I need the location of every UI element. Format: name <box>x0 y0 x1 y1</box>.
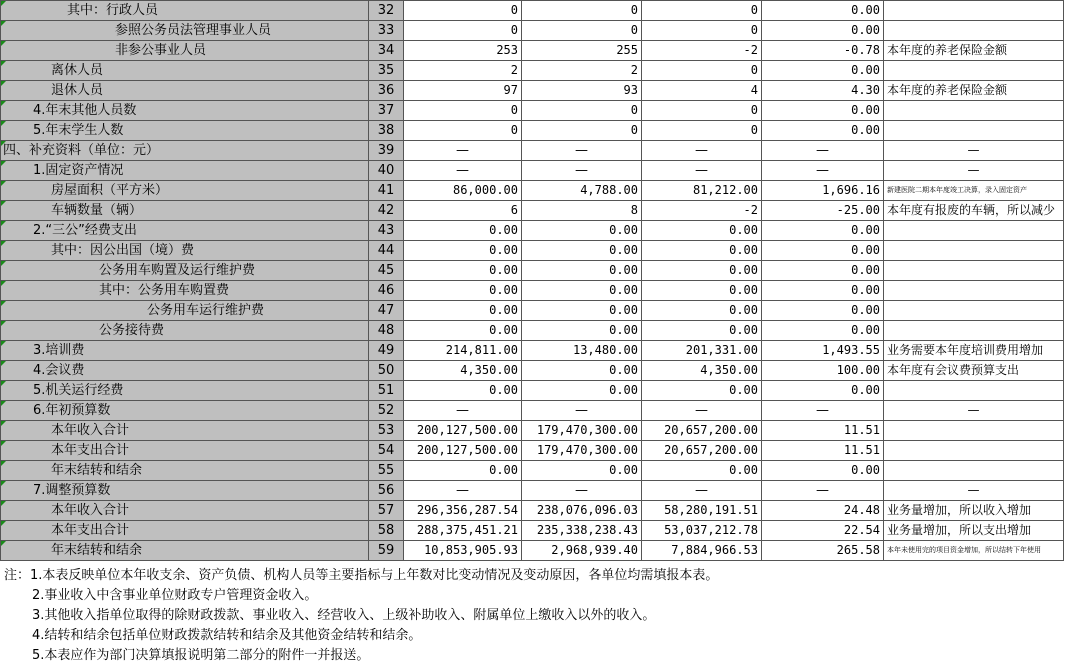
value-cell-this-year[interactable]: 296,356,287.54 <box>404 501 522 521</box>
value-cell-change[interactable]: 81,212.00 <box>642 181 762 201</box>
row-number-cell[interactable]: 49 <box>369 341 404 361</box>
row-label-cell[interactable]: 本年收入合计 <box>1 501 369 521</box>
footnote-line: 2.事业收入中含事业单位财政专户管理资金收入。 <box>32 588 318 603</box>
table-row <box>1 501 1064 521</box>
reason-note-cell[interactable] <box>884 61 1064 81</box>
row-label-cell[interactable]: 其中：行政人员 <box>1 1 369 21</box>
row-label-cell[interactable]: 四、补充资料（单位：元） <box>1 141 369 161</box>
value-cell-this-year[interactable]: 0 <box>404 101 522 121</box>
value-cell-change[interactable]: 58,280,191.51 <box>642 501 762 521</box>
value-cell-this-year[interactable]: 86,000.00 <box>404 181 522 201</box>
value-cell-last-year[interactable]: 255 <box>522 41 642 61</box>
table-row <box>1 481 1064 501</box>
table-row <box>1 381 1064 401</box>
value-cell-this-year[interactable]: 0 <box>404 121 522 141</box>
table-row <box>1 181 1064 201</box>
row-number-cell[interactable]: 48 <box>369 321 404 341</box>
value-cell-this-year[interactable]: 0.00 <box>404 381 522 401</box>
value-cell-change[interactable]: 0.00 <box>642 221 762 241</box>
value-cell-last-year[interactable]: 0 <box>522 101 642 121</box>
value-cell-last-year[interactable]: 0 <box>522 1 642 21</box>
value-cell-change[interactable]: 0.00 <box>642 241 762 261</box>
reason-note-cell[interactable] <box>884 121 1064 141</box>
row-label-cell[interactable]: 离休人员 <box>1 61 369 81</box>
reason-note-cell[interactable]: — <box>884 401 1064 421</box>
value-cell-last-year[interactable]: 0.00 <box>522 381 642 401</box>
value-cell-this-year[interactable]: 97 <box>404 81 522 101</box>
table-row <box>1 321 1064 341</box>
value-cell-last-year[interactable]: 0 <box>522 21 642 41</box>
row-number-cell[interactable]: 37 <box>369 101 404 121</box>
value-cell-last-year[interactable]: 0.00 <box>522 301 642 321</box>
reason-note-cell[interactable]: 业务量增加，所以支出增加 <box>884 521 1064 541</box>
value-cell-change[interactable]: 0 <box>642 121 762 141</box>
row-label-cell[interactable]: 5.年末学生人数 <box>1 121 369 141</box>
row-number-cell[interactable]: 32 <box>369 1 404 21</box>
row-label-cell[interactable]: 1.固定资产情况 <box>1 161 369 181</box>
row-label-cell[interactable]: 其中：因公出国（境）费 <box>1 241 369 261</box>
value-cell-this-year[interactable]: 0 <box>404 21 522 41</box>
row-number-cell[interactable]: 47 <box>369 301 404 321</box>
reason-note-cell[interactable] <box>884 281 1064 301</box>
row-number-cell[interactable]: 42 <box>369 201 404 221</box>
reason-note-cell[interactable] <box>884 101 1064 121</box>
value-cell-this-year[interactable]: 10,853,905.93 <box>404 541 522 561</box>
value-cell-change[interactable]: 53,037,212.78 <box>642 521 762 541</box>
value-cell-last-year[interactable]: 238,076,096.03 <box>522 501 642 521</box>
reason-note-cell[interactable] <box>884 381 1064 401</box>
value-cell-change[interactable]: — <box>642 481 762 501</box>
value-cell-change-rate[interactable]: 0.00 <box>762 321 884 341</box>
row-label-cell[interactable]: 参照公务员法管理事业人员 <box>1 21 369 41</box>
value-cell-change[interactable]: 0.00 <box>642 381 762 401</box>
reason-note-cell[interactable]: 业务量增加，所以收入增加 <box>884 501 1064 521</box>
row-number-cell[interactable]: 56 <box>369 481 404 501</box>
value-cell-change-rate[interactable]: 11.51 <box>762 421 884 441</box>
table-row <box>1 401 1064 421</box>
footnote-line: 注：1.本表反映单位本年收支余、资产负债、机构人员等主要指标与上年数对比变动情况及变动原因，各单位均需填报本表。 <box>4 568 719 583</box>
value-cell-change[interactable]: 0.00 <box>642 301 762 321</box>
value-cell-change[interactable]: — <box>642 401 762 421</box>
value-cell-last-year[interactable]: 0.00 <box>522 461 642 481</box>
value-cell-change[interactable]: 20,657,200.00 <box>642 421 762 441</box>
row-number-cell[interactable]: 39 <box>369 141 404 161</box>
value-cell-this-year[interactable]: 0.00 <box>404 281 522 301</box>
table-row <box>1 41 1064 61</box>
value-cell-this-year[interactable]: 214,811.00 <box>404 341 522 361</box>
value-cell-last-year[interactable]: 2 <box>522 61 642 81</box>
value-cell-change[interactable]: 201,331.00 <box>642 341 762 361</box>
reason-note-cell[interactable] <box>884 461 1064 481</box>
value-cell-change-rate[interactable]: 0.00 <box>762 21 884 41</box>
value-cell-last-year[interactable]: — <box>522 401 642 421</box>
table-row <box>1 301 1064 321</box>
value-cell-change-rate[interactable]: 0.00 <box>762 221 884 241</box>
value-cell-this-year[interactable]: 200,127,500.00 <box>404 441 522 461</box>
value-cell-change[interactable]: 4 <box>642 81 762 101</box>
table-row <box>1 441 1064 461</box>
value-cell-change-rate[interactable]: 0.00 <box>762 121 884 141</box>
value-cell-last-year[interactable]: 0.00 <box>522 221 642 241</box>
row-number-cell[interactable]: 50 <box>369 361 404 381</box>
row-label-cell[interactable]: 本年收入合计 <box>1 421 369 441</box>
value-cell-change-rate[interactable]: -25.00 <box>762 201 884 221</box>
value-cell-change-rate[interactable]: 0.00 <box>762 1 884 21</box>
value-cell-change[interactable]: 7,884,966.53 <box>642 541 762 561</box>
row-label-cell[interactable]: 本年支出合计 <box>1 521 369 541</box>
value-cell-change-rate[interactable]: 0.00 <box>762 101 884 121</box>
row-number-cell[interactable]: 38 <box>369 121 404 141</box>
row-label-cell[interactable]: 非参公事业人员 <box>1 41 369 61</box>
value-cell-change-rate[interactable]: 1,493.55 <box>762 341 884 361</box>
row-label-cell[interactable]: 2.“三公”经费支出 <box>1 221 369 241</box>
row-number-cell[interactable]: 44 <box>369 241 404 261</box>
value-cell-this-year[interactable]: 288,375,451.21 <box>404 521 522 541</box>
reason-note-cell[interactable]: 新建医院二期本年度竣工决算，录入固定资产 <box>884 181 1064 201</box>
table-row <box>1 261 1064 281</box>
row-number-cell[interactable]: 33 <box>369 21 404 41</box>
value-cell-this-year[interactable]: — <box>404 141 522 161</box>
table-row <box>1 81 1064 101</box>
value-cell-last-year[interactable]: — <box>522 481 642 501</box>
table-row <box>1 1 1064 21</box>
table-row <box>1 541 1064 561</box>
reason-note-cell[interactable]: 本年未使用完的项目资金增加，所以结转下年使用 <box>884 541 1064 561</box>
table-row <box>1 461 1064 481</box>
row-label-cell[interactable]: 车辆数量（辆） <box>1 201 369 221</box>
row-label-cell[interactable]: 7.调整预算数 <box>1 481 369 501</box>
row-label-cell[interactable]: 3.培训费 <box>1 341 369 361</box>
value-cell-change-rate[interactable]: 100.00 <box>762 361 884 381</box>
table-row <box>1 121 1064 141</box>
row-number-cell[interactable]: 53 <box>369 421 404 441</box>
table-row <box>1 201 1064 221</box>
value-cell-this-year[interactable]: 4,350.00 <box>404 361 522 381</box>
value-cell-change[interactable]: — <box>642 141 762 161</box>
value-cell-last-year[interactable]: 179,470,300.00 <box>522 441 642 461</box>
value-cell-change-rate[interactable]: -0.78 <box>762 41 884 61</box>
row-label-cell[interactable]: 4.年末其他人员数 <box>1 101 369 121</box>
value-cell-change[interactable]: -2 <box>642 201 762 221</box>
value-cell-change-rate[interactable]: 0.00 <box>762 61 884 81</box>
value-cell-change[interactable]: 0 <box>642 61 762 81</box>
reason-note-cell[interactable] <box>884 421 1064 441</box>
row-number-cell[interactable]: 43 <box>369 221 404 241</box>
reason-note-cell[interactable]: 本年度有报废的车辆，所以减少 <box>884 201 1064 221</box>
table-row <box>1 241 1064 261</box>
value-cell-change-rate[interactable]: — <box>762 401 884 421</box>
value-cell-change[interactable]: 0.00 <box>642 281 762 301</box>
value-cell-last-year[interactable]: 0.00 <box>522 241 642 261</box>
table-row <box>1 21 1064 41</box>
value-cell-last-year[interactable]: 0.00 <box>522 261 642 281</box>
reason-note-cell[interactable] <box>884 221 1064 241</box>
value-cell-change-rate[interactable]: 0.00 <box>762 241 884 261</box>
value-cell-change-rate[interactable]: 0.00 <box>762 461 884 481</box>
value-cell-last-year[interactable]: 179,470,300.00 <box>522 421 642 441</box>
row-label-cell[interactable]: 公务用车购置及运行维护费 <box>1 261 369 281</box>
value-cell-change-rate[interactable]: 1,696.16 <box>762 181 884 201</box>
value-cell-last-year[interactable]: 93 <box>522 81 642 101</box>
value-cell-this-year[interactable]: — <box>404 161 522 181</box>
value-cell-change[interactable]: 0 <box>642 1 762 21</box>
table-row <box>1 221 1064 241</box>
table-row <box>1 361 1064 381</box>
table-row <box>1 341 1064 361</box>
row-number-cell[interactable]: 54 <box>369 441 404 461</box>
table-row <box>1 61 1064 81</box>
row-label-cell[interactable]: 退休人员 <box>1 81 369 101</box>
row-label-cell[interactable]: 公务用车运行维护费 <box>1 301 369 321</box>
row-number-cell[interactable]: 52 <box>369 401 404 421</box>
value-cell-change-rate[interactable]: — <box>762 141 884 161</box>
table-row <box>1 521 1064 541</box>
value-cell-last-year[interactable]: — <box>522 161 642 181</box>
value-cell-this-year[interactable]: 0.00 <box>404 241 522 261</box>
value-cell-change[interactable]: 0.00 <box>642 461 762 481</box>
row-number-cell[interactable]: 36 <box>369 81 404 101</box>
value-cell-last-year[interactable]: — <box>522 141 642 161</box>
row-number-cell[interactable]: 58 <box>369 521 404 541</box>
reason-note-cell[interactable] <box>884 21 1064 41</box>
row-number-cell[interactable]: 59 <box>369 541 404 561</box>
row-number-cell[interactable]: 40 <box>369 161 404 181</box>
value-cell-last-year[interactable]: 0.00 <box>522 321 642 341</box>
row-label-cell[interactable]: 其中：公务用车购置费 <box>1 281 369 301</box>
row-label-cell[interactable]: 年末结转和结余 <box>1 461 369 481</box>
reason-note-cell[interactable] <box>884 321 1064 341</box>
value-cell-this-year[interactable]: 0.00 <box>404 461 522 481</box>
footnotes <box>0 566 1063 666</box>
value-cell-last-year[interactable]: 0 <box>522 121 642 141</box>
value-cell-change-rate[interactable]: 0.00 <box>762 301 884 321</box>
row-label-cell[interactable]: 6.年初预算数 <box>1 401 369 421</box>
value-cell-last-year[interactable]: 0.00 <box>522 281 642 301</box>
row-number-cell[interactable]: 55 <box>369 461 404 481</box>
value-cell-change[interactable]: 20,657,200.00 <box>642 441 762 461</box>
table-row <box>1 281 1064 301</box>
footnote-line: 4.结转和结余包括单位财政拨款结转和结余及其他资金结转和结余。 <box>32 628 422 643</box>
reason-note-cell[interactable]: 业务需要本年度培训费用增加 <box>884 341 1064 361</box>
table-row <box>1 141 1064 161</box>
value-cell-change-rate[interactable]: — <box>762 481 884 501</box>
table-row <box>1 101 1064 121</box>
footnote-line: 5.本表应作为部门决算填报说明第二部分的附件一并报送。 <box>32 648 370 663</box>
value-cell-last-year[interactable]: 235,338,238.43 <box>522 521 642 541</box>
value-cell-last-year[interactable]: 0.00 <box>522 361 642 381</box>
row-number-cell[interactable]: 57 <box>369 501 404 521</box>
reason-note-cell[interactable]: — <box>884 481 1064 501</box>
value-cell-change[interactable]: 0.00 <box>642 261 762 281</box>
row-number-cell[interactable]: 51 <box>369 381 404 401</box>
reason-note-cell[interactable]: 本年度的养老保险金额 <box>884 81 1064 101</box>
value-cell-last-year[interactable]: 13,480.00 <box>522 341 642 361</box>
table-row <box>1 161 1064 181</box>
footnote-line: 3.其他收入指单位取得的除财政拨款、事业收入、经营收入、上级补助收入、附属单位上缴收入以外的收入。 <box>32 608 656 623</box>
row-label-cell[interactable]: 年末结转和结余 <box>1 541 369 561</box>
value-cell-this-year[interactable]: 200,127,500.00 <box>404 421 522 441</box>
value-cell-change[interactable]: 0 <box>642 21 762 41</box>
row-label-cell[interactable]: 5.机关运行经费 <box>1 381 369 401</box>
table-row <box>1 421 1064 441</box>
reason-note-cell[interactable] <box>884 301 1064 321</box>
value-cell-change-rate[interactable]: — <box>762 161 884 181</box>
row-number-cell[interactable]: 34 <box>369 41 404 61</box>
value-cell-this-year[interactable]: 0.00 <box>404 221 522 241</box>
row-label-cell[interactable]: 房屋面积（平方米） <box>1 181 369 201</box>
value-cell-this-year[interactable]: 0 <box>404 1 522 21</box>
row-number-cell[interactable]: 45 <box>369 261 404 281</box>
reason-note-cell[interactable] <box>884 1 1064 21</box>
reason-note-cell[interactable] <box>884 441 1064 461</box>
row-number-cell[interactable]: 35 <box>369 61 404 81</box>
reason-note-cell[interactable] <box>884 261 1064 281</box>
value-cell-change-rate[interactable]: 11.51 <box>762 441 884 461</box>
value-cell-change-rate[interactable]: 265.58 <box>762 541 884 561</box>
reason-note-cell[interactable]: — <box>884 141 1064 161</box>
value-cell-last-year[interactable]: 4,788.00 <box>522 181 642 201</box>
value-cell-last-year[interactable]: 8 <box>522 201 642 221</box>
value-cell-change[interactable]: — <box>642 161 762 181</box>
value-cell-change-rate[interactable]: 4.30 <box>762 81 884 101</box>
value-cell-this-year[interactable]: 0.00 <box>404 321 522 341</box>
reason-note-cell[interactable] <box>884 241 1064 261</box>
value-cell-change[interactable]: -2 <box>642 41 762 61</box>
reason-note-cell[interactable]: 本年度有会议费预算支出 <box>884 361 1064 381</box>
value-cell-change-rate[interactable]: 24.48 <box>762 501 884 521</box>
value-cell-last-year[interactable]: 2,968,939.40 <box>522 541 642 561</box>
value-cell-change-rate[interactable]: 0.00 <box>762 281 884 301</box>
reason-note-cell[interactable]: 本年度的养老保险金额 <box>884 41 1064 61</box>
value-cell-change[interactable]: 0.00 <box>642 321 762 341</box>
value-cell-change[interactable]: 0 <box>642 101 762 121</box>
row-label-cell[interactable]: 4.会议费 <box>1 361 369 381</box>
row-number-cell[interactable]: 41 <box>369 181 404 201</box>
row-number-cell[interactable]: 46 <box>369 281 404 301</box>
value-cell-this-year[interactable]: 6 <box>404 201 522 221</box>
reason-note-cell[interactable]: — <box>884 161 1064 181</box>
value-cell-this-year[interactable]: — <box>404 401 522 421</box>
value-cell-this-year[interactable]: 2 <box>404 61 522 81</box>
value-cell-this-year[interactable]: 253 <box>404 41 522 61</box>
value-cell-this-year[interactable]: 0.00 <box>404 301 522 321</box>
value-cell-this-year[interactable]: — <box>404 481 522 501</box>
row-label-cell[interactable]: 本年支出合计 <box>1 441 369 461</box>
value-cell-change-rate[interactable]: 0.00 <box>762 381 884 401</box>
value-cell-this-year[interactable]: 0.00 <box>404 261 522 281</box>
value-cell-change-rate[interactable]: 22.54 <box>762 521 884 541</box>
value-cell-change-rate[interactable]: 0.00 <box>762 261 884 281</box>
value-cell-change[interactable]: 4,350.00 <box>642 361 762 381</box>
row-label-cell[interactable]: 公务接待费 <box>1 321 369 341</box>
